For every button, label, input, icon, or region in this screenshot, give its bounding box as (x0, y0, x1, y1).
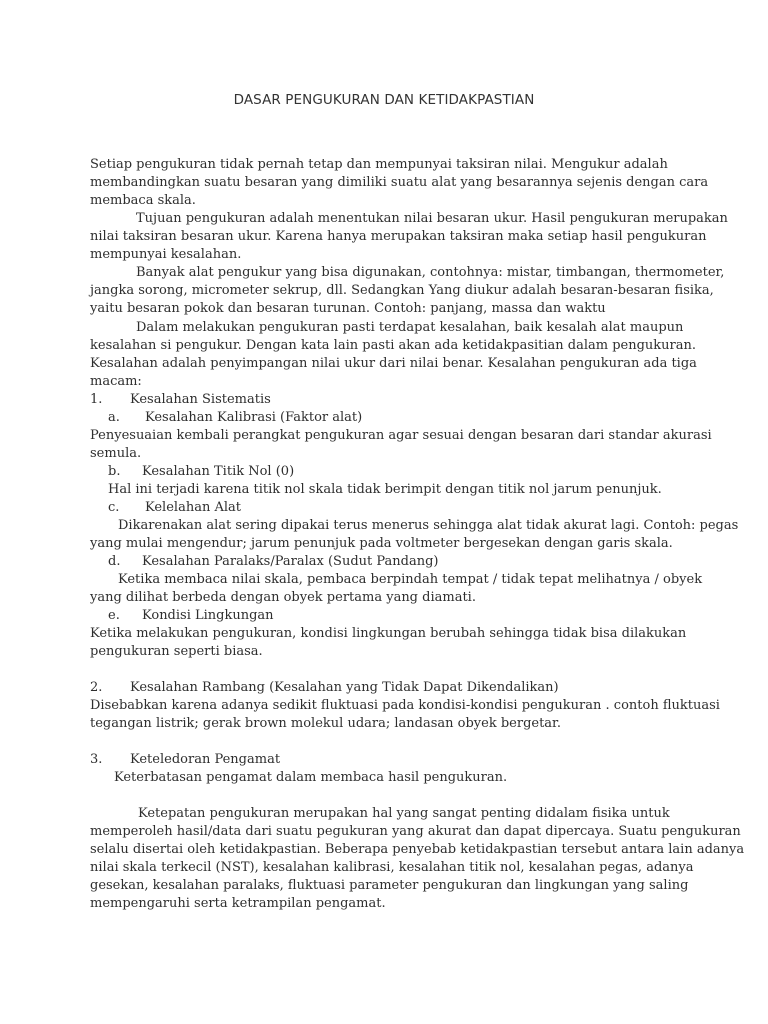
list-subheading: Kondisi Lingkungan (142, 608, 274, 623)
paragraph-line: nilai skala terkecil (NST), kesalahan kalibrasi, kesalahan titik nol, kesalahan pegas, adanya (90, 860, 694, 875)
list-number: 3. (90, 752, 103, 767)
paragraph-line: memperoleh hasil/data dari suatu pegukuran yang akurat dan dapat dipercaya. Suatu pengukuran (90, 824, 741, 839)
list-subheading: Kelelahan Alat (145, 500, 241, 515)
paragraph-line: Tujuan pengukuran adalah menentukan nilai besaran ukur. Hasil pengukuran merupakan (136, 211, 728, 226)
paragraph-line: Hal ini terjadi karena titik nol skala tidak berimpit dengan titik nol jarum penunjuk. (108, 482, 662, 497)
paragraph-line: Disebabkan karena adanya sedikit fluktuasi pada kondisi-kondisi pengukuran . contoh fluktuasi (90, 698, 720, 713)
paragraph-line: Ketepatan pengukuran merupakan hal yang sangat penting didalam fisika untuk (138, 806, 670, 821)
paragraph-line: nilai taksiran besaran ukur. Karena hanya merupakan taksiran maka setiap hasil pengukuran (90, 229, 707, 244)
paragraph-line: Keterbatasan pengamat dalam membaca hasil pengukuran. (114, 770, 508, 785)
list-subheading: Kesalahan Paralaks/Paralax (Sudut Pandang) (142, 554, 439, 569)
list-subheading: Kesalahan Titik Nol (0) (142, 464, 295, 479)
list-letter: b. (108, 464, 121, 479)
paragraph-line: macam: (90, 374, 142, 389)
paragraph-line: membandingkan suatu besaran yang dimiliki suatu alat yang besarannya sejenis dengan cara (90, 175, 709, 190)
list-subheading: Kesalahan Kalibrasi (Faktor alat) (145, 410, 363, 425)
list-number: 2. (90, 680, 103, 695)
paragraph-line: yang mulai mengendur; jarum penunjuk pada voltmeter bergesekan dengan garis skala. (90, 536, 673, 551)
list-letter: c. (108, 500, 120, 515)
paragraph-line: yaitu besaran pokok dan besaran turunan. Contoh: panjang, massa dan waktu (90, 301, 606, 316)
paragraph-line: tegangan listrik; gerak brown molekul udara; landasan obyek bergetar. (90, 716, 561, 731)
paragraph-line: Setiap pengukuran tidak pernah tetap dan mempunyai taksiran nilai. Mengukur adalah (90, 157, 668, 172)
paragraph-line: jangka sorong, micrometer sekrup, dll. Sedangkan Yang diukur adalah besaran-besaran fisika, (90, 283, 714, 298)
list-heading: Kesalahan Sistematis (130, 392, 271, 407)
list-letter: e. (108, 608, 120, 623)
paragraph-line: kesalahan si pengukur. Dengan kata lain pasti akan ada ketidakpasitian dalam pengukuran. (90, 338, 697, 353)
list-letter: a. (108, 410, 120, 425)
list-heading: Keteledoran Pengamat (130, 752, 281, 767)
paragraph-line: Penyesuaian kembali perangkat pengukuran agar sesuai dengan besaran dari standar akurasi (90, 428, 712, 443)
paragraph-line: Ketika membaca nilai skala, pembaca berpindah tempat / tidak tepat melihatnya / obyek (118, 572, 703, 587)
paragraph-line: pengukuran seperti biasa. (90, 644, 263, 659)
paragraph-line: Banyak alat pengukur yang bisa digunakan, contohnya: mistar, timbangan, thermometer, (136, 265, 725, 280)
list-number: 1. (90, 392, 103, 407)
paragraph-line: mempunyai kesalahan. (90, 247, 242, 262)
paragraph-line: Dalam melakukan pengukuran pasti terdapat kesalahan, baik kesalah alat maupun (136, 320, 684, 335)
document-title: DASAR PENGUKURAN DAN KETIDAKPASTIAN (233, 92, 535, 108)
paragraph-line: gesekan, kesalahan paralaks, fluktuasi parameter pengukuran dan lingkungan yang saling (90, 878, 689, 893)
paragraph-line: yang dilihat berbeda dengan obyek pertama yang diamati. (90, 590, 476, 605)
paragraph-line: Ketika melakukan pengukuran, kondisi lingkungan berubah sehingga tidak bisa dilakukan (90, 626, 687, 641)
paragraph-line: mempengaruhi serta ketrampilan pengamat. (90, 896, 386, 911)
paragraph-line: Kesalahan adalah penyimpangan nilai ukur dari nilai benar. Kesalahan pengukuran ada tiga (90, 356, 697, 371)
list-heading: Kesalahan Rambang (Kesalahan yang Tidak Dapat Dikendalikan) (130, 680, 559, 695)
paragraph-line: semula. (90, 446, 142, 461)
paragraph-line: Dikarenakan alat sering dipakai terus menerus sehingga alat tidak akurat lagi. Contoh: pegas (118, 518, 739, 533)
paragraph-line: membaca skala. (90, 193, 196, 208)
list-letter: d. (108, 554, 121, 569)
paragraph-line: selalu disertai oleh ketidakpastian. Beberapa penyebab ketidakpastian tersebut antara lain adanya (90, 842, 745, 857)
